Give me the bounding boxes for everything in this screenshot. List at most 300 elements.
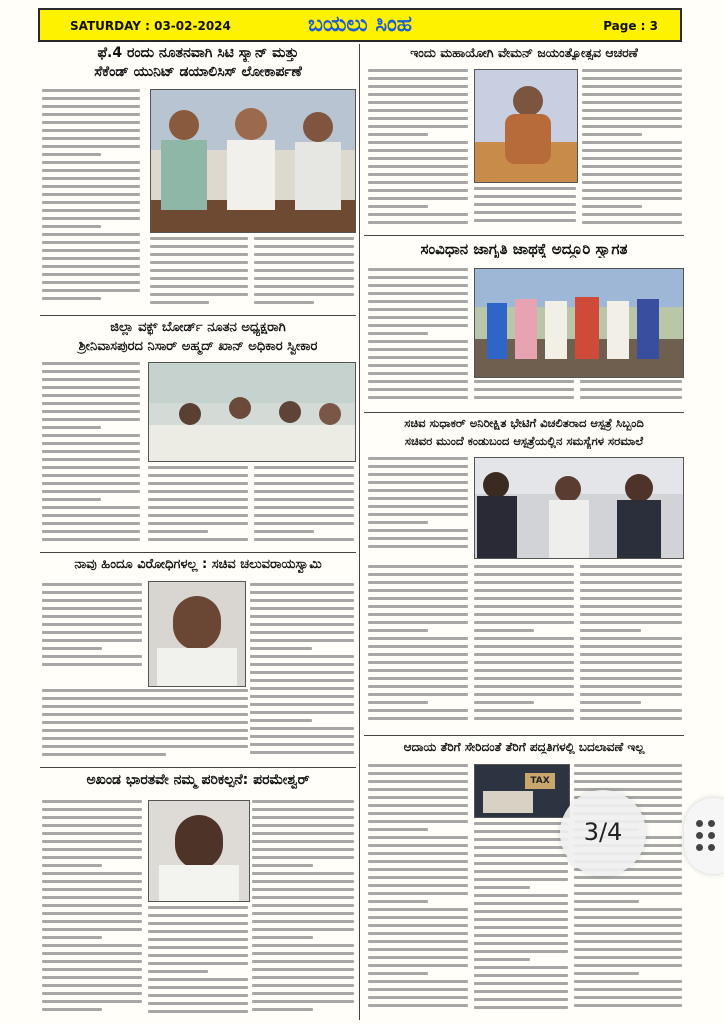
body-text-line (368, 348, 468, 351)
body-text-line (368, 173, 468, 176)
body-text-line (368, 924, 468, 927)
body-text-line (42, 506, 140, 509)
body-text-line (368, 645, 468, 648)
body-text-line (368, 868, 468, 871)
section-divider (40, 767, 356, 768)
body-text-line (148, 978, 248, 981)
body-text-line (580, 581, 682, 584)
body-text-line (474, 613, 574, 616)
body-text-line (368, 109, 468, 112)
body-text-line (42, 968, 142, 971)
body-text-line (368, 181, 468, 184)
body-text-line (254, 538, 354, 541)
body-text-line (42, 426, 101, 429)
article-body-column (368, 565, 468, 731)
article-photo-minister (148, 581, 246, 687)
body-text-line (368, 473, 468, 476)
body-text-line (42, 689, 248, 692)
body-text-line (252, 880, 354, 883)
body-text-line (474, 902, 568, 905)
body-text-line (250, 623, 354, 626)
body-text-line (474, 838, 568, 841)
body-text-line (42, 105, 140, 108)
body-text-line (474, 380, 574, 383)
page-counter (560, 790, 646, 876)
body-text-line (252, 1008, 313, 1011)
body-text-line (582, 157, 682, 160)
body-text-line (250, 695, 354, 698)
body-text-line (250, 727, 354, 730)
body-text-line (574, 964, 682, 967)
body-text-line (254, 245, 354, 248)
body-text-line (368, 980, 468, 983)
body-text-line (42, 177, 140, 180)
body-text-line (368, 69, 468, 72)
body-text-line (42, 418, 140, 421)
page-number: Page : 3 (603, 19, 658, 33)
body-text-line (368, 93, 468, 96)
body-text-line (368, 133, 428, 136)
body-text-line (474, 187, 576, 190)
article-body-column (42, 689, 248, 763)
body-text-line (250, 679, 354, 682)
body-text-line (250, 655, 354, 658)
body-text-line (580, 396, 682, 399)
body-text-line (254, 261, 354, 264)
body-text-line (250, 631, 354, 634)
body-text-line (42, 840, 142, 843)
body-text-line (42, 265, 140, 268)
body-text-line (474, 597, 574, 600)
body-text-line (368, 537, 468, 540)
body-text-line (474, 589, 574, 592)
body-text-line (368, 565, 468, 568)
article-body-column (42, 583, 142, 673)
body-text-line (42, 888, 142, 891)
body-text-line (368, 268, 468, 271)
body-text-line (474, 565, 574, 568)
article-body-column (368, 764, 468, 1018)
body-text-line (368, 788, 468, 791)
body-text-line (42, 952, 142, 955)
body-text-line (254, 277, 354, 280)
body-text-line (574, 980, 682, 983)
body-text-line (252, 960, 354, 963)
body-text-line (368, 465, 468, 468)
article-photo-tax (474, 764, 570, 818)
dots-grid-icon[interactable] (684, 798, 724, 874)
body-text-line (252, 800, 354, 803)
body-text-line (368, 972, 428, 975)
article-body-column (42, 800, 142, 1018)
body-text-line (574, 948, 682, 951)
body-text-line (474, 653, 574, 656)
body-text-line (582, 117, 682, 120)
body-text-line (368, 489, 468, 492)
body-text-line (474, 629, 534, 632)
body-text-line (474, 693, 574, 696)
body-text-line (474, 669, 574, 672)
article-headline-line-1: ಜಿಲ್ಲಾ ವಕ್ಫ್ ಬೋರ್ಡ್ ನೂತನ ಅಧ್ಯಕ್ಷರಾಗಿ (110, 320, 286, 335)
body-text-line (150, 269, 248, 272)
body-text-line (582, 173, 682, 176)
body-text-line (474, 388, 574, 391)
body-text-line (368, 85, 468, 88)
body-text-line (368, 197, 468, 200)
body-text-line (368, 1004, 468, 1007)
body-text-line (474, 886, 530, 889)
body-text-line (42, 514, 140, 517)
body-text-line (474, 966, 568, 969)
article-photo-hospital (474, 457, 684, 559)
body-text-line (474, 211, 576, 214)
body-text-line (368, 396, 468, 399)
body-text-line (254, 498, 354, 501)
body-text-line (42, 217, 140, 220)
body-text-line (254, 490, 354, 493)
body-text-line (252, 848, 354, 851)
body-text-line (368, 308, 468, 311)
body-text-line (368, 157, 468, 160)
body-text-line (42, 530, 140, 533)
body-text-line (42, 161, 140, 164)
body-text-line (474, 990, 568, 993)
body-text-line (42, 169, 140, 172)
body-text-line (368, 709, 468, 712)
body-text-line (250, 735, 354, 738)
body-text-line (254, 466, 354, 469)
body-text-line (42, 631, 142, 634)
body-text-line (252, 912, 354, 915)
body-text-line (580, 717, 682, 720)
body-text-line (42, 522, 140, 525)
body-text-line (368, 505, 468, 508)
body-text-line (42, 378, 140, 381)
body-text-line (254, 522, 354, 525)
body-text-line (42, 800, 142, 803)
body-text-line (368, 149, 468, 152)
body-text-line (42, 832, 142, 835)
body-text-line (252, 992, 354, 995)
masthead (38, 8, 682, 42)
body-text-line (42, 745, 248, 748)
body-text-line (250, 591, 354, 594)
body-text-line (148, 466, 248, 469)
body-text-line (254, 482, 354, 485)
body-text-line (574, 900, 639, 903)
body-text-line (42, 233, 140, 236)
body-text-line (368, 481, 468, 484)
body-text-line (580, 565, 682, 568)
article-body-column (42, 89, 140, 311)
body-text-line (368, 629, 428, 632)
article-body-column (474, 380, 574, 408)
body-text-line (42, 880, 142, 883)
body-text-line (254, 514, 354, 517)
body-text-line (42, 920, 142, 923)
body-text-line (582, 181, 682, 184)
body-text-line (474, 645, 574, 648)
body-text-line (368, 988, 468, 991)
body-text-line (574, 924, 682, 927)
body-text-line (42, 599, 142, 602)
article-body-column (148, 906, 248, 1018)
section-divider (40, 552, 356, 553)
body-text-line (574, 932, 682, 935)
body-text-line (368, 380, 468, 383)
body-text-line (368, 613, 468, 616)
body-text-line (42, 241, 140, 244)
body-text-line (150, 285, 248, 288)
body-text-line (474, 982, 568, 985)
body-text-line (474, 950, 568, 953)
body-text-line (580, 621, 682, 624)
body-text-line (42, 944, 142, 947)
article-photo-vemana (474, 69, 578, 183)
body-text-line (368, 529, 468, 532)
body-text-line (148, 1002, 248, 1005)
body-text-line (580, 701, 641, 704)
body-text-line (42, 201, 140, 204)
article-body-column (368, 69, 468, 231)
body-text-line (252, 840, 354, 843)
body-text-line (250, 607, 354, 610)
body-text-line (580, 629, 641, 632)
body-text-line (42, 615, 142, 618)
body-text-line (42, 721, 248, 724)
body-text-line (368, 284, 468, 287)
body-text-line (252, 864, 313, 867)
body-text-line (474, 958, 530, 961)
body-text-line (42, 864, 102, 867)
article-headline-line-2: ಶ್ರೀನಿವಾಸಪುರದ ನಿಸಾರ್ ಅಹ್ಮದ್ ಖಾನ್ ಅಧಿಕಾರ ಸ್ವೀಕಾರ (78, 339, 318, 354)
body-text-line (250, 663, 354, 666)
body-text-line (252, 944, 354, 947)
body-text-line (474, 870, 568, 873)
article-headline: ಅಖಂಡ ಭಾರತವೇ ನಮ್ಮ ಪರಿಕಲ್ಪನೆ: ಪರಮೇಶ್ವರ್ (86, 772, 310, 788)
body-text-line (474, 910, 568, 913)
body-text-line (474, 854, 568, 857)
tax-sign: TAX (525, 773, 555, 789)
body-text-line (148, 506, 248, 509)
body-text-line (474, 926, 568, 929)
body-text-line (368, 964, 468, 967)
body-text-line (368, 820, 468, 823)
body-text-line (368, 221, 468, 224)
body-text-line (42, 697, 248, 700)
body-text-line (582, 149, 682, 152)
article-body-column (252, 800, 354, 1018)
body-text-line (368, 812, 468, 815)
body-text-line (148, 922, 248, 925)
body-text-line (148, 498, 248, 501)
body-text-line (42, 992, 142, 995)
article-vemana-jayanthi (364, 45, 684, 233)
body-text-line (42, 1000, 142, 1003)
article-hospital-visit (364, 415, 684, 733)
body-text-line (580, 685, 682, 688)
article-body-column (42, 362, 140, 548)
article-body-column (150, 237, 248, 311)
body-text-line (368, 117, 468, 120)
body-text-line (580, 388, 682, 391)
body-text-line (474, 573, 574, 576)
body-text-line (368, 457, 468, 460)
body-text-line (474, 717, 574, 720)
body-text-line (368, 125, 468, 128)
body-text-line (368, 332, 428, 335)
body-text-line (574, 1004, 682, 1007)
body-text-line (368, 165, 468, 168)
body-text-line (368, 292, 468, 295)
body-text-line (582, 85, 682, 88)
body-text-line (582, 77, 682, 80)
body-text-line (574, 764, 682, 767)
body-text-line (474, 878, 568, 881)
body-text-line (148, 906, 248, 909)
body-text-line (368, 884, 468, 887)
body-text-line (580, 637, 682, 640)
body-text-line (474, 942, 568, 945)
body-text-line (582, 125, 682, 128)
body-text-line (252, 920, 354, 923)
body-text-line (368, 573, 468, 576)
body-text-line (42, 498, 101, 501)
body-text-line (42, 904, 142, 907)
body-text-line (252, 896, 354, 899)
body-text-line (252, 808, 354, 811)
body-text-line (474, 918, 568, 921)
body-text-line (42, 490, 140, 493)
body-text-line (368, 669, 468, 672)
section-divider (364, 235, 684, 236)
body-text-line (42, 209, 140, 212)
body-text-line (368, 804, 468, 807)
body-text-line (42, 394, 140, 397)
body-text-line (148, 530, 208, 533)
body-text-line (252, 936, 313, 939)
body-text-line (368, 513, 468, 516)
body-text-line (254, 301, 314, 304)
body-text-line (42, 121, 140, 124)
article-body-column (254, 466, 354, 548)
article-body-column (474, 187, 576, 231)
body-text-line (368, 852, 468, 855)
body-text-line (42, 281, 140, 284)
body-text-line (580, 613, 682, 616)
body-text-line (368, 701, 428, 704)
body-text-line (250, 687, 354, 690)
body-text-line (254, 253, 354, 256)
article-headline: ನಾವು ಹಿಂದೂ ವಿರೋಧಿಗಳಲ್ಲ : ಸಚಿವ ಚಲುವರಾಯಸ್ವಾಮಿ (74, 557, 322, 572)
body-text-line (42, 466, 140, 469)
body-text-line (474, 581, 574, 584)
body-text-line (580, 645, 682, 648)
article-headline: ಆದಾಯ ತೆರಿಗೆ ಸೇರಿದಂತೆ ತೆರಿಗೆ ಪದ್ಧತಿಗಳಲ್ಲಿ ಬದಲಾವಣೆ ಇಲ್ಲ (403, 740, 645, 754)
body-text-line (252, 824, 354, 827)
body-text-line (368, 940, 468, 943)
body-text-line (42, 474, 140, 477)
body-text-line (574, 916, 682, 919)
body-text-line (368, 497, 468, 500)
body-text-line (252, 984, 354, 987)
body-text-line (254, 530, 314, 533)
body-text-line (474, 830, 568, 833)
section-divider (364, 735, 684, 736)
body-text-line (574, 884, 682, 887)
body-text-line (42, 623, 142, 626)
body-text-line (368, 372, 468, 375)
body-text-line (474, 894, 568, 897)
body-text-line (368, 605, 468, 608)
body-text-line (368, 581, 468, 584)
body-text-line (42, 912, 142, 915)
article-body-column (474, 822, 568, 1018)
newspaper-title: ಬಯಲು ಸಿಂಹ (307, 12, 413, 37)
article-body-column (148, 466, 248, 548)
body-text-line (582, 69, 682, 72)
body-text-line (42, 289, 140, 292)
issue-date: SATURDAY : 03-02-2024 (70, 19, 231, 33)
body-text-line (42, 153, 101, 156)
body-text-line (150, 253, 248, 256)
article-photo-officials (150, 89, 356, 233)
body-text-line (250, 639, 354, 642)
body-text-line (368, 356, 468, 359)
body-text-line (42, 872, 142, 875)
body-text-line (42, 960, 142, 963)
body-text-line (42, 386, 140, 389)
body-text-line (42, 705, 248, 708)
article-headline-line-2: ಸೆಕೆಂಡ್ ಯುನಿಟ್ ಡಯಾಲಿಸಿಸ್ ಲೋಕಾರ್ಪಣೆ (94, 64, 302, 80)
body-text-line (368, 141, 468, 144)
body-text-line (368, 637, 468, 640)
body-text-line (474, 709, 574, 712)
body-text-line (148, 970, 208, 973)
body-text-line (582, 109, 682, 112)
article-body-column (254, 237, 354, 311)
body-text-line (474, 677, 574, 680)
body-text-line (582, 205, 642, 208)
body-text-line (368, 916, 468, 919)
body-text-line (250, 711, 354, 714)
body-text-line (42, 639, 142, 642)
body-text-line (582, 141, 682, 144)
body-text-line (148, 522, 248, 525)
article-photo-rally (474, 268, 684, 378)
body-text-line (580, 661, 682, 664)
body-text-line (580, 709, 682, 712)
body-text-line (368, 189, 468, 192)
body-text-line (254, 293, 354, 296)
body-text-line (42, 936, 102, 939)
body-text-line (254, 506, 354, 509)
body-text-line (474, 1006, 568, 1009)
body-text-line (368, 521, 428, 524)
article-constitution-jatha (364, 238, 684, 410)
body-text-line (42, 984, 142, 987)
body-text-line (252, 888, 354, 891)
body-text-line (368, 860, 468, 863)
body-text-line (474, 605, 574, 608)
body-text-line (474, 701, 534, 704)
body-text-line (368, 900, 428, 903)
article-body-column (368, 457, 468, 557)
body-text-line (252, 832, 354, 835)
body-text-line (368, 932, 468, 935)
body-text-line (368, 764, 468, 767)
body-text-line (474, 685, 574, 688)
